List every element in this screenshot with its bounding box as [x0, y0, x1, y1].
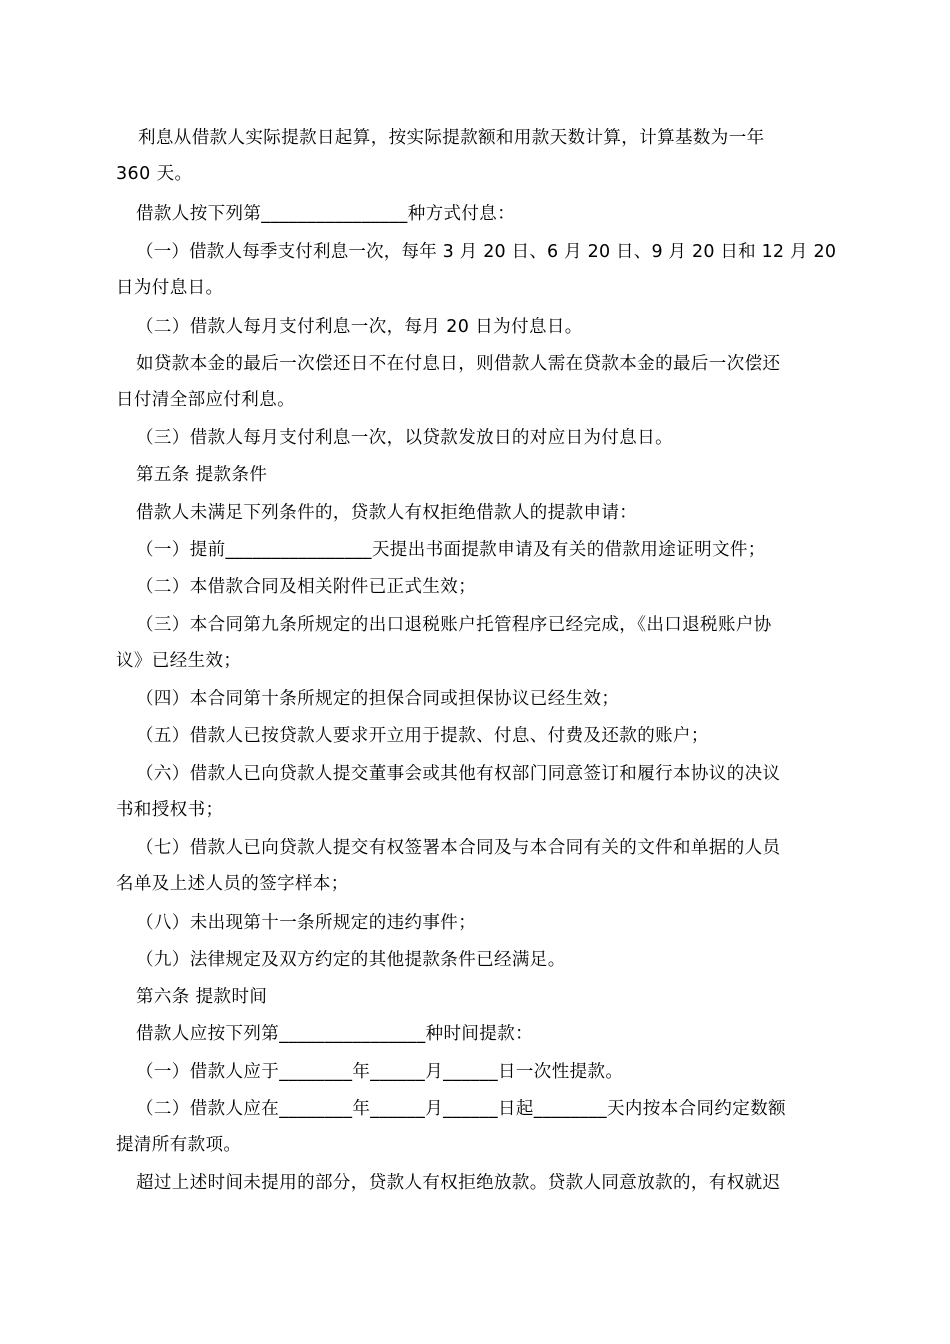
list-item-condition-6-cont: 书和授权书； — [116, 800, 224, 820]
list-item-condition-3: （三）本合同第九条所规定的出口退税账户托管程序已经完成，《出口退税账户协 — [136, 615, 772, 635]
list-item-time-2: （二）借款人应在________年______月______日起________天内按本合同约定数额 — [136, 1099, 786, 1119]
list-item-condition-7: （七）借款人已向贷款人提交有权签署本合同及与本合同有关的文件和单据的人员 — [136, 838, 781, 858]
paragraph-payment-method: 借款人按下列第________________种方式付息： — [136, 204, 516, 224]
list-item-condition-2: （二）本借款合同及相关附件已正式生效； — [136, 577, 477, 597]
list-item-payment-2: （二）借款人每月支付利息一次，每月 20 日为付息日。 — [136, 317, 583, 337]
list-item-payment-1-cont: 日为付息日。 — [116, 278, 224, 298]
list-item-payment-3: （三）借款人每月支付利息一次，以贷款发放日的对应日为付息日。 — [136, 428, 673, 448]
list-item-condition-6: （六）借款人已向贷款人提交董事会或其他有权部门同意签订和履行本协议的决议 — [136, 764, 781, 784]
paragraph-final-repayment: 如贷款本金的最后一次偿还日不在付息日，则借款人需在贷款本金的最后一次偿还 — [136, 354, 781, 374]
paragraph-interest-calc: 利息从借款人实际提款日起算，按实际提款额和用款天数计算，计算基数为一年 — [138, 128, 765, 148]
list-item-time-1: （一）借款人应于________年______月______日一次性提款。 — [136, 1062, 624, 1082]
list-item-condition-4: （四）本合同第十条所规定的担保合同或担保协议已经生效； — [136, 689, 620, 709]
list-item-time-2-cont: 提清所有款项。 — [116, 1135, 242, 1155]
paragraph-withdrawal-time: 借款人应按下列第________________种时间提款： — [136, 1024, 533, 1044]
paragraph-final-repayment-cont: 日付清全部应付利息。 — [116, 390, 295, 410]
section-heading-article-5: 第五条 提款条件 — [136, 465, 268, 485]
list-item-condition-3-cont: 议》已经生效； — [116, 651, 242, 671]
section-heading-article-6: 第六条 提款时间 — [136, 987, 268, 1007]
list-item-condition-1: （一）提前________________天提出书面提款申请及有关的借款用途证明文件； — [136, 540, 766, 560]
list-item-condition-9: （九）法律规定及双方约定的其他提款条件已经满足。 — [136, 950, 566, 970]
paragraph-overdue-withdrawal: 超过上述时间未提用的部分，贷款人有权拒绝放款。贷款人同意放款的，有权就迟 — [136, 1173, 781, 1193]
paragraph-withdrawal-conditions: 借款人未满足下列条件的，贷款人有权拒绝借款人的提款申请： — [136, 503, 638, 523]
paragraph-interest-calc-cont: 360 天。 — [116, 164, 193, 184]
list-item-condition-7-cont: 名单及上述人员的签字样本； — [116, 874, 349, 894]
list-item-condition-5: （五）借款人已按贷款人要求开立用于提款、付息、付费及还款的账户； — [136, 726, 709, 746]
list-item-condition-8: （八）未出现第十一条所规定的违约事件； — [136, 913, 477, 933]
list-item-payment-1: （一）借款人每季支付利息一次，每年 3 月 20 日、6 月 20 日、9 月 20 日和 12 月 20 — [136, 242, 837, 262]
